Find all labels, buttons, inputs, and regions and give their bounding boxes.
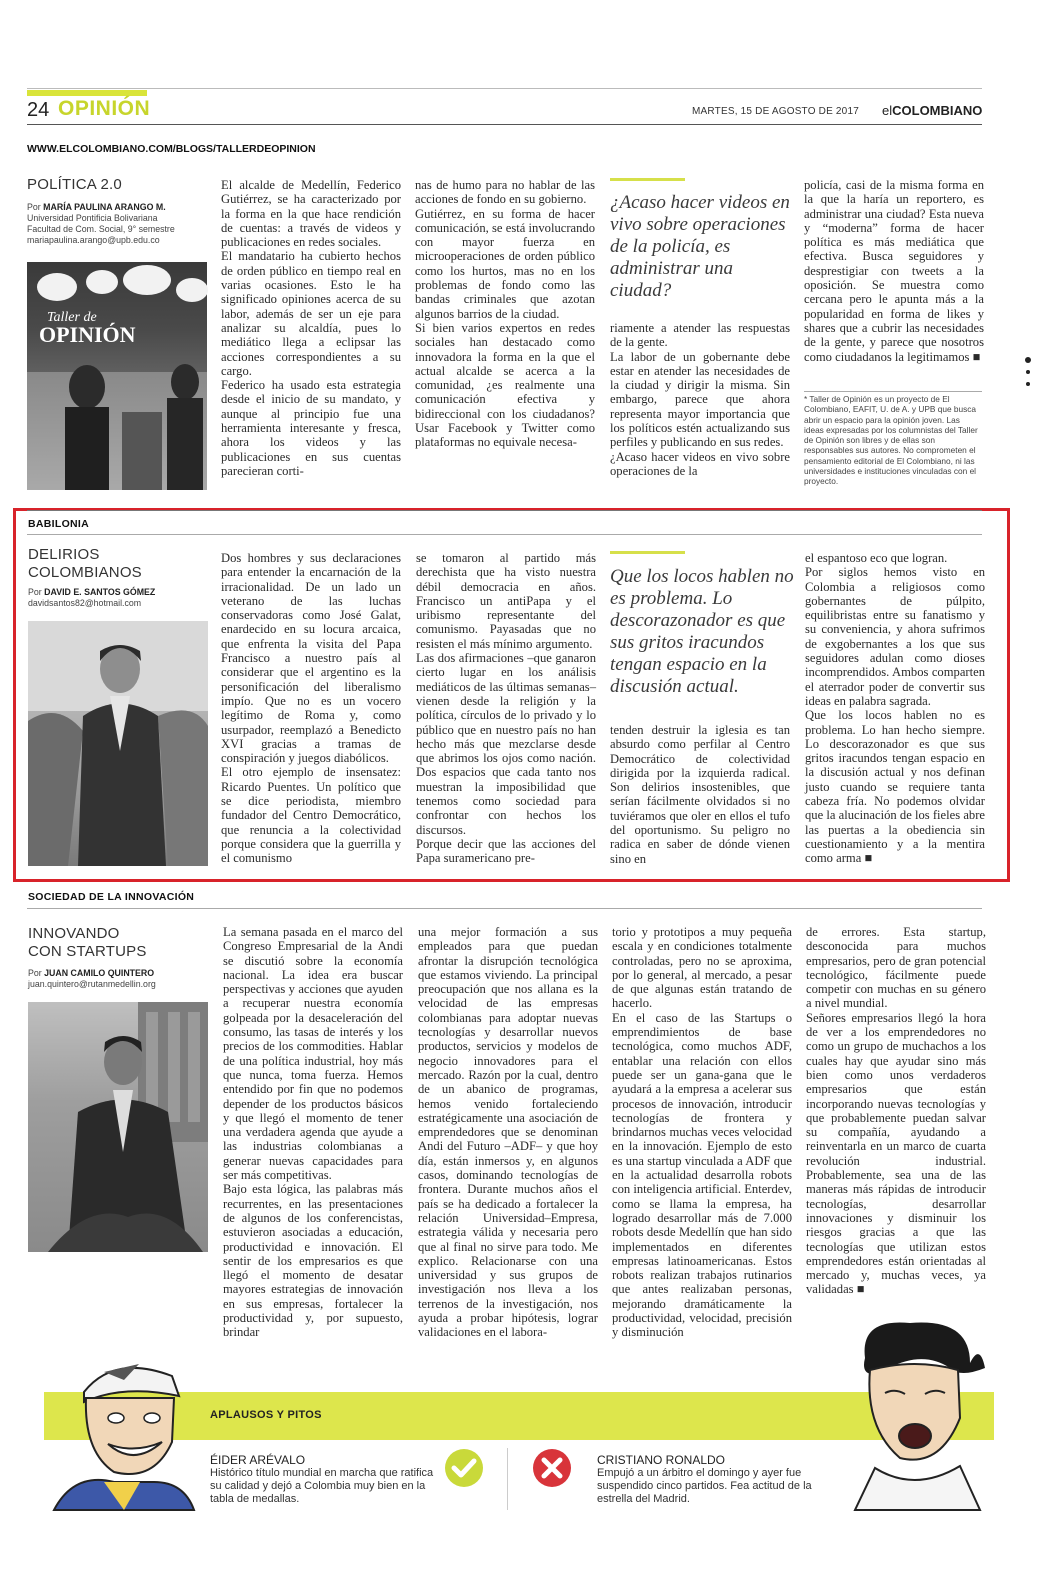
article2-column-4: el espantoso eco que logran. Por siglos hemos visto en Colombia a religiosos como gobernantes de púlpito, equilibristas entre su fanatismo y su conveniencia, y ahora sufrimos de exgobernantes a los que sus seguidores adulan como dioses incomprendidos. Ambos comparten el aterrador poder de convertir sus ideas en palabra sagrada. Que los locos hablen no es problema. Lo han hecho siempre. Lo descorazonador es que sus gritos iracundos tengan espacio en la discusión actual y nos definan justo cuando se requiere tanta cabeza fría. No podemos olvidar que la alucinación de los fieles abre las puertas a la obediencia sin cuestionamiento y a la mentira como arma ■ bbox=[805, 551, 985, 866]
innovacion-section-rule bbox=[27, 908, 982, 909]
masthead-top-rule bbox=[27, 88, 982, 89]
article2-byline bbox=[28, 587, 218, 598]
article1-affiliation1: Universidad Pontificia Bolivariana bbox=[27, 213, 158, 223]
article2-quote-rule bbox=[610, 551, 685, 554]
article3-email[interactable]: juan.quintero@rutanmedellin.org bbox=[28, 979, 156, 989]
article1-email[interactable]: mariapaulina.arango@upb.edu.co bbox=[27, 235, 160, 245]
article2-column-1: Dos hombres y sus declaraciones para entender la encarnación de la irracionalidad. De un lado un veterano de las luchas conservadoras como José Galat, enardecido en su locura arcaica, que enfrenta la visita del Papa Francisco a nuestro país al considerar que el argentino es la personificación del liberalismo impío. Que no es un vocero legítimo de Roma y, como usurpador, reemplazó a Benedicto XVI gracias a tramas de conspiración y juegos diabólicos. El otro ejemplo de insensatez: Ricardo Puentes. Un político que se dice periodista, miembro fundador del Centro Democrático, que renuncia a la colectividad porque considera que la guerrilla y el comunismo bbox=[221, 551, 401, 866]
article2-pull-quote: Que los locos hablen no es problema. Lo descorazonador es que sus gritos iracundos tengan espacio en la discusión actual. bbox=[610, 566, 794, 697]
paper-logo bbox=[882, 103, 982, 118]
edge-marker-svg bbox=[1024, 354, 1032, 390]
edge-mark bbox=[1024, 354, 1032, 390]
article1-pull-quote: ¿Acaso hacer videos en vivo sobre operaciones de la policía, es administrar una ciudad? bbox=[610, 192, 790, 301]
left-text: Histórico título mundial en marcha que ratifica su calidad y dejó a Colombia muy bien en la tabla de medallas. bbox=[210, 1467, 434, 1505]
left-name: ÉIDER ARÉVALO bbox=[210, 1453, 306, 1467]
author3-photo bbox=[28, 1002, 208, 1252]
article3-column-3: torio y prototipos a muy pequeña escala y en condiciones totalmente controladas, pero no se aproxima, por lo general, al mercado, a pesar de que algunas están tratando de hacerlo. En el caso de las Startups o emprendimientos de base tecnológica, como muchos ADF, entablar una relación con ellos puede ser un gana-gana que le ayudará a la empresa a acelerar sus procesos de innovación, introducir tecnologías de frontera y brindarnos muchas veces velocidad en la innovación. Ejemplo de esto es una startup vinculada a ADF que en la actualidad desarrolla robots con inteligencia artificial. Enterdev, como se llama la empresa, ha logrado desarrollar más de 7.000 robots desde Medellín que han sido implementados en diferentes empresas latinoamericanas. Estos robots realizan trabajos rutinarios que antes realizaban personas, mejorando dramáticamente la productividad, velocidad, precisión y disminución bbox=[612, 925, 792, 1340]
blog-url[interactable]: WWW.ELCOLOMBIANO.COM/BLOGS/TALLERDEOPINION bbox=[27, 143, 316, 155]
author2-photo bbox=[28, 621, 208, 866]
article1-column-2: nas de humo para no hablar de las acciones de fondo en su gobierno. Gutiérrez, en su forma de hacer comunicación, se está involucrando con mayor fuerza en microoperaciones de orden público como los hurtos, mas no en los problemas de fondo como las bandas criminales que azotan algunos barrios de la ciudad. Si bien varios expertos en redes sociales han destacado como innovadora la forma en la que el actual alcalde se acerca a la comunidad, ¿es realmente una comunicación efectiva y bidireccional con los ciudadanos? Usar Facebook y Twitter como plataformas no equivale necesa- bbox=[415, 178, 595, 450]
author2-portrait bbox=[28, 621, 208, 866]
note-rule bbox=[804, 391, 982, 392]
article2-section: BABILONIA bbox=[28, 518, 90, 530]
article1-column-3: riamente a atender las respuestas de la gente. La labor de un gobernante debe estar en atender las necesidades de la ciudad y dirigir la misma. Sin embargo, parece que ahora representa mayor importancia que los políticos estén actualizando sus perfiles y publicando en sus redes. ¿Acaso hacer videos en vivo sobre operaciones de la bbox=[610, 321, 790, 478]
taller-opinion-illustration bbox=[27, 262, 207, 490]
article2-title-line2: COLOMBIANOS bbox=[28, 564, 142, 581]
article1-quote-rule bbox=[610, 178, 685, 181]
taller-opinion-logo bbox=[27, 262, 207, 490]
article1-note: * Taller de Opinión es un proyecto de El Colombiano, EAFIT, U. de A. y UPB que busca abrir un espacio para la opinión joven. Las ideas expresadas por los columnistas del Taller de Opinión son libres y de ellas son responsables sus autores. No comprometen el pensamiento editorial de El Colombiano, ni las universidades e instituciones vinculadas con el proyecto. bbox=[804, 394, 978, 487]
article2-email[interactable]: davidsantos82@hotmail.com bbox=[28, 598, 142, 608]
ronaldo-caricature bbox=[820, 1318, 990, 1510]
article2-title-line1: DELIRIOS bbox=[28, 546, 100, 563]
article1-byline bbox=[27, 202, 217, 213]
check-icon-svg bbox=[444, 1448, 484, 1488]
logo-line1: Taller de bbox=[47, 310, 97, 325]
aplausos-divider bbox=[507, 1448, 508, 1510]
article2-author: DAVID E. SANTOS GÓMEZ bbox=[44, 587, 156, 597]
section-name: OPINIÓN bbox=[58, 97, 151, 120]
cyclist-caricature-illustration bbox=[44, 1332, 194, 1510]
babilonia-top-rule bbox=[27, 510, 982, 511]
paper-logo-prefix: el bbox=[882, 103, 893, 118]
article2-column-3: tenden destruir la iglesia es tan absurdo como perfilar al Centro Democrático de colectividad dirigida por la izquierda radical. Son delirios insostenibles, que serían fácilmente olvidados si no tuviéramos que oler en ellos el tufo del oportunismo. Su peligro no radica en saber de dónde vienen sino en bbox=[610, 723, 790, 866]
article2-column-2: se tomaron al partido más derechista que ha visto nuestra débil democracia en años. Francisco un antiPapa y el uribismo representante del comunismo. Payasadas que no resisten el más mínimo argumento. Las dos afirmaciones –que ganaron cierto lugar en los análisis mediáticos de las últimas semanas– vienen desde la religión y la política, círculos de lo privado y lo público que en nuestro país no han hecho más que mezclarse desde que abrimos los ojos como nación. Dos espacios que cada tanto nos muestran la imposibilidad que tenemos como sociedad para confrontar con hechos los discursos. Porque decir que las acciones del Papa suramericano pre- bbox=[416, 551, 596, 866]
article3-byline-prefix: Por bbox=[28, 968, 42, 978]
eider-caricature bbox=[44, 1332, 194, 1510]
article1-author: MARÍA PAULINA ARANGO M. bbox=[43, 202, 166, 212]
aplausos-title: APLAUSOS Y PITOS bbox=[210, 1409, 322, 1421]
cross-icon-svg bbox=[532, 1448, 572, 1488]
article2-byline-prefix: Por bbox=[28, 587, 42, 597]
article1-column-4: policía, casi de la misma forma en la que la haría un reportero, es administrar una ciudad? Esta nueva y “moderna” forma de hacer política es más mediática que efectiva. Busca seguidores y desprestigiar con tweets a la oposición. Se muestra como cercana pero le apunta más a la popularidad en forma de likes y shares que a cubrir las necesidades de la gente, y parece que nosotros como ciudadanos la legitimamos ■ bbox=[804, 178, 984, 364]
paper-logo-name: COLOMBIANO bbox=[892, 103, 983, 118]
article3-column-1: La semana pasada en el marco del Congreso Empresarial de la Andi se discutió sobre la economía nacional. La idea era buscar perspectivas y acciones que ayuden a recuperar nuestra economía golpeada por la desaceleración del consumo, las tasas de interés y los precios de los commodities. Hablar de una política industrial, hoy más que nunca, toma fuerza. Hemos entendido por fin que no podemos depender de los productos básicos y que llegó el momento de tener una verdadera agenda que ayude a las industrias colombianas a generar nuevas capacidades para ser más competitivas. Bajo esta lógica, las palabras más recurrentes, en las presentaciones de algunos de los conferencistas, estuvieron asociadas a educación, productividad e innovación. El sentir de los empresarios es que llegó el momento de desatar mayores estrategias de innovación en sus empresas, fortalecer la productividad y, por supuesto, brindar bbox=[223, 925, 403, 1340]
masthead-bottom-rule bbox=[27, 124, 982, 125]
footballer-caricature-illustration bbox=[820, 1318, 990, 1510]
article3-column-4: de errores. Esta startup, desconocida para muchos empresarios, pero de gran potencial tecnológico, fácilmente puede competir con muchas en su género a nivel mundial. Señores empresarios llegó la hora de ver a los emprendedores no como un grupo de muchachos a los cuales hay que ayudar sino más bien como unos verdaderos empresarios que están incorporando nuevas tecnologías y que probablemente puedan salvar su compañía, ayudando a reinventarla en un marco de cuarta revolución industrial. Probablemente, sea una de las maneras más rápidas de introducir tecnologías, desarrollar innovaciones y disminuir los riesgos gracias a que las tecnologías que utilizan estos emprendedores están orientadas al mercado y, muchas veces, ya validadas ■ bbox=[806, 925, 986, 1297]
right-text: Empujó a un árbitro el domingo y ayer fue suspendido cinco partidos. Fea actitud de la estrella del Madrid. bbox=[597, 1467, 812, 1505]
right-name: CRISTIANO RONALDO bbox=[597, 1453, 726, 1467]
issue-date: MARTES, 15 DE AGOSTO DE 2017 bbox=[692, 106, 859, 117]
article3-section: SOCIEDAD DE LA INNOVACIÓN bbox=[28, 891, 195, 903]
article3-title-line2: CON STARTUPS bbox=[28, 943, 147, 960]
article1-column-1: El alcalde de Medellín, Federico Gutiérrez, se ha caracterizado por la forma en la que hace rendición de cuentas: a través de videos y publicaciones en redes sociales. El mandatario ha cubierto hechos de orden público en tiempo real en varias ocasiones. Esto le ha significado opiniones acerca de su labor, además de ser un eje para analizar su alcaldía, pues lo mediático llega a eclipsar las acciones correspondientes a su cargo. Federico ha usado esta estrategia desde el inicio de su mandato, y aunque al principio fue una herramienta interesante y fresca, ahora los videos y las publicaciones en sus cuentas parecieran corti- bbox=[221, 178, 401, 478]
article1-byline-prefix: Por bbox=[27, 202, 41, 212]
article3-column-2: una mejor formación a sus empleados para que puedan afrontar la disrupción tecnológica que estamos viviendo. La principal preocupación que nos allana es la velocidad de las empresas colombianas para adoptar nuevas tecnologías y desarrollar nuevos productos, servicios y modelos de negocio innovadores para el mercado. Razón por la cual, dentro de un abanico de programas, hemos venido fortaleciendo estratégicamente una asociación de emprendedores que se denominan Andi del Futuro –ADF– y que hoy día, están inmersos y, en algunos casos, dominando tecnologías de frontera. Durante muchos años el país se ha dedicado a fortalecer la relación Universidad–Empresa, estrategia válida y necesaria pero que al final no sirve para todo. Me explico. Relacionarse con una universidad y sus grupos de investigación nos lleva a los terrenos de la investigación, nos ayuda a probar hipótesis, lograr validaciones en el labora- bbox=[418, 925, 598, 1340]
logo-line2: OPINIÓN bbox=[39, 322, 136, 347]
author3-portrait bbox=[28, 1002, 208, 1252]
article1-affiliation2: Facultad de Com. Social, 9° semestre bbox=[27, 224, 175, 234]
babilonia-section-rule bbox=[27, 534, 982, 535]
check-icon bbox=[444, 1448, 484, 1488]
article3-byline bbox=[28, 968, 218, 979]
cross-icon bbox=[532, 1448, 572, 1488]
page-number: 24 bbox=[27, 99, 50, 121]
article1-title: POLÍTICA 2.0 bbox=[27, 176, 122, 193]
article3-author: JUAN CAMILO QUINTERO bbox=[44, 968, 155, 978]
masthead-accent-bar bbox=[27, 90, 147, 96]
article3-title-line1: INNOVANDO bbox=[28, 925, 120, 942]
